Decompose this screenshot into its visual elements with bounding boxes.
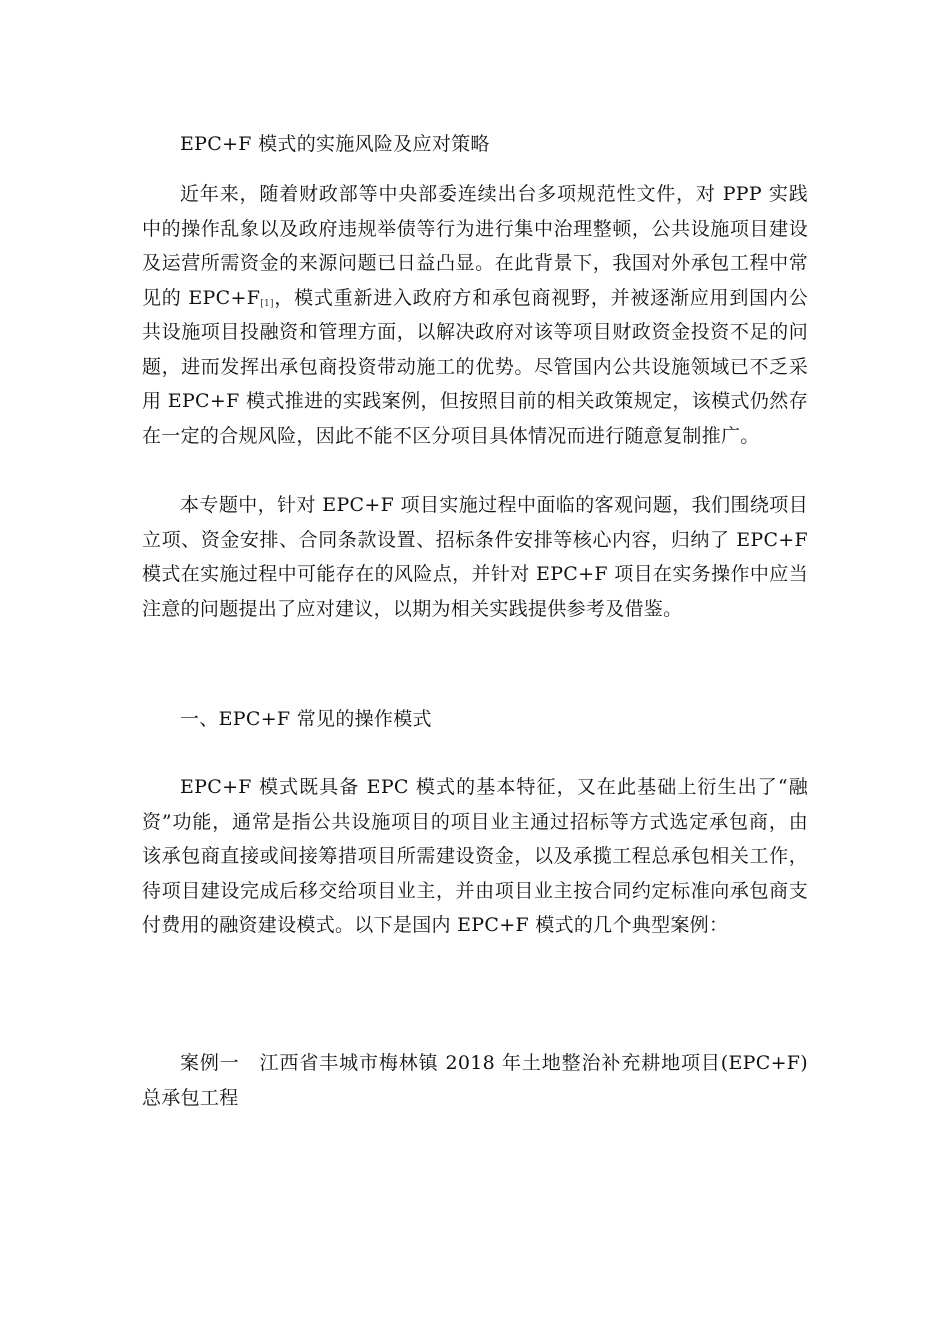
document-title: EPC+F 模式的实施风险及应对策略 <box>180 133 490 155</box>
footnote-reference: [1] <box>260 298 274 309</box>
section-paragraph-1: EPC+F 模式既具备 EPC 模式的基本特征，又在此基础上衍生出了“融资”功能，通常是指公共设施项目的项目业主通过招标等方式选定承包商，由该承包商直接或间接筹措项目所需建设资金，以及承揽工程总承包相关工作，待项目建设完成后移交给项目业主，并由项目业主按合同约定标准向承包商支付费用的融资建设模式。以下是国内 EPC+F 模式的几个典型案例： <box>142 776 808 936</box>
case-title: 案例一 江西省丰城市梅林镇 2018 年土地整治补充耕地项目(EPC+F)总承包工程 <box>142 1052 808 1109</box>
intro-paragraph-1-text-a: 近年来，随着财政部等中央部委连续出台多项规范性文件，对 PPP 实践中的操作乱象以及政府违规举债等行为进行集中治理整顿，公共设施项目建设及运营所需资金的来源问题已日益凸显。在此背景下，我国对外承包工程中常见的 EPC+F <box>142 183 808 309</box>
intro-paragraph-1-text-b: ，模式重新进入政府方和承包商视野，并被逐渐应用到国内公共设施项目投融资和管理方面，以解决政府对该等项目财政资金投资不足的问题，进而发挥出承包商投资带动施工的优势。尽管国内公共设施领域已不乏采用 EPC+F 模式推进的实践案例，但按照目前的相关政策规定，该模式仍然存在一定的合规风险，因此不能不区分项目具体情况而进行随意复制推广。 <box>142 286 808 447</box>
intro-paragraph-1 <box>142 177 808 453</box>
section-heading: 一、EPC+F 常见的操作模式 <box>180 708 432 730</box>
intro-paragraph-2: 本专题中，针对 EPC+F 项目实施过程中面临的客观问题，我们围绕项目立项、资金安排、合同条款设置、招标条件安排等核心内容，归纳了 EPC+F 模式在实施过程中可能存在的风险点，并针对 EPC+F 项目在实务操作中应当注意的问题提出了应对建议，以期为相关实践提供参考及借鉴。 <box>142 494 808 620</box>
